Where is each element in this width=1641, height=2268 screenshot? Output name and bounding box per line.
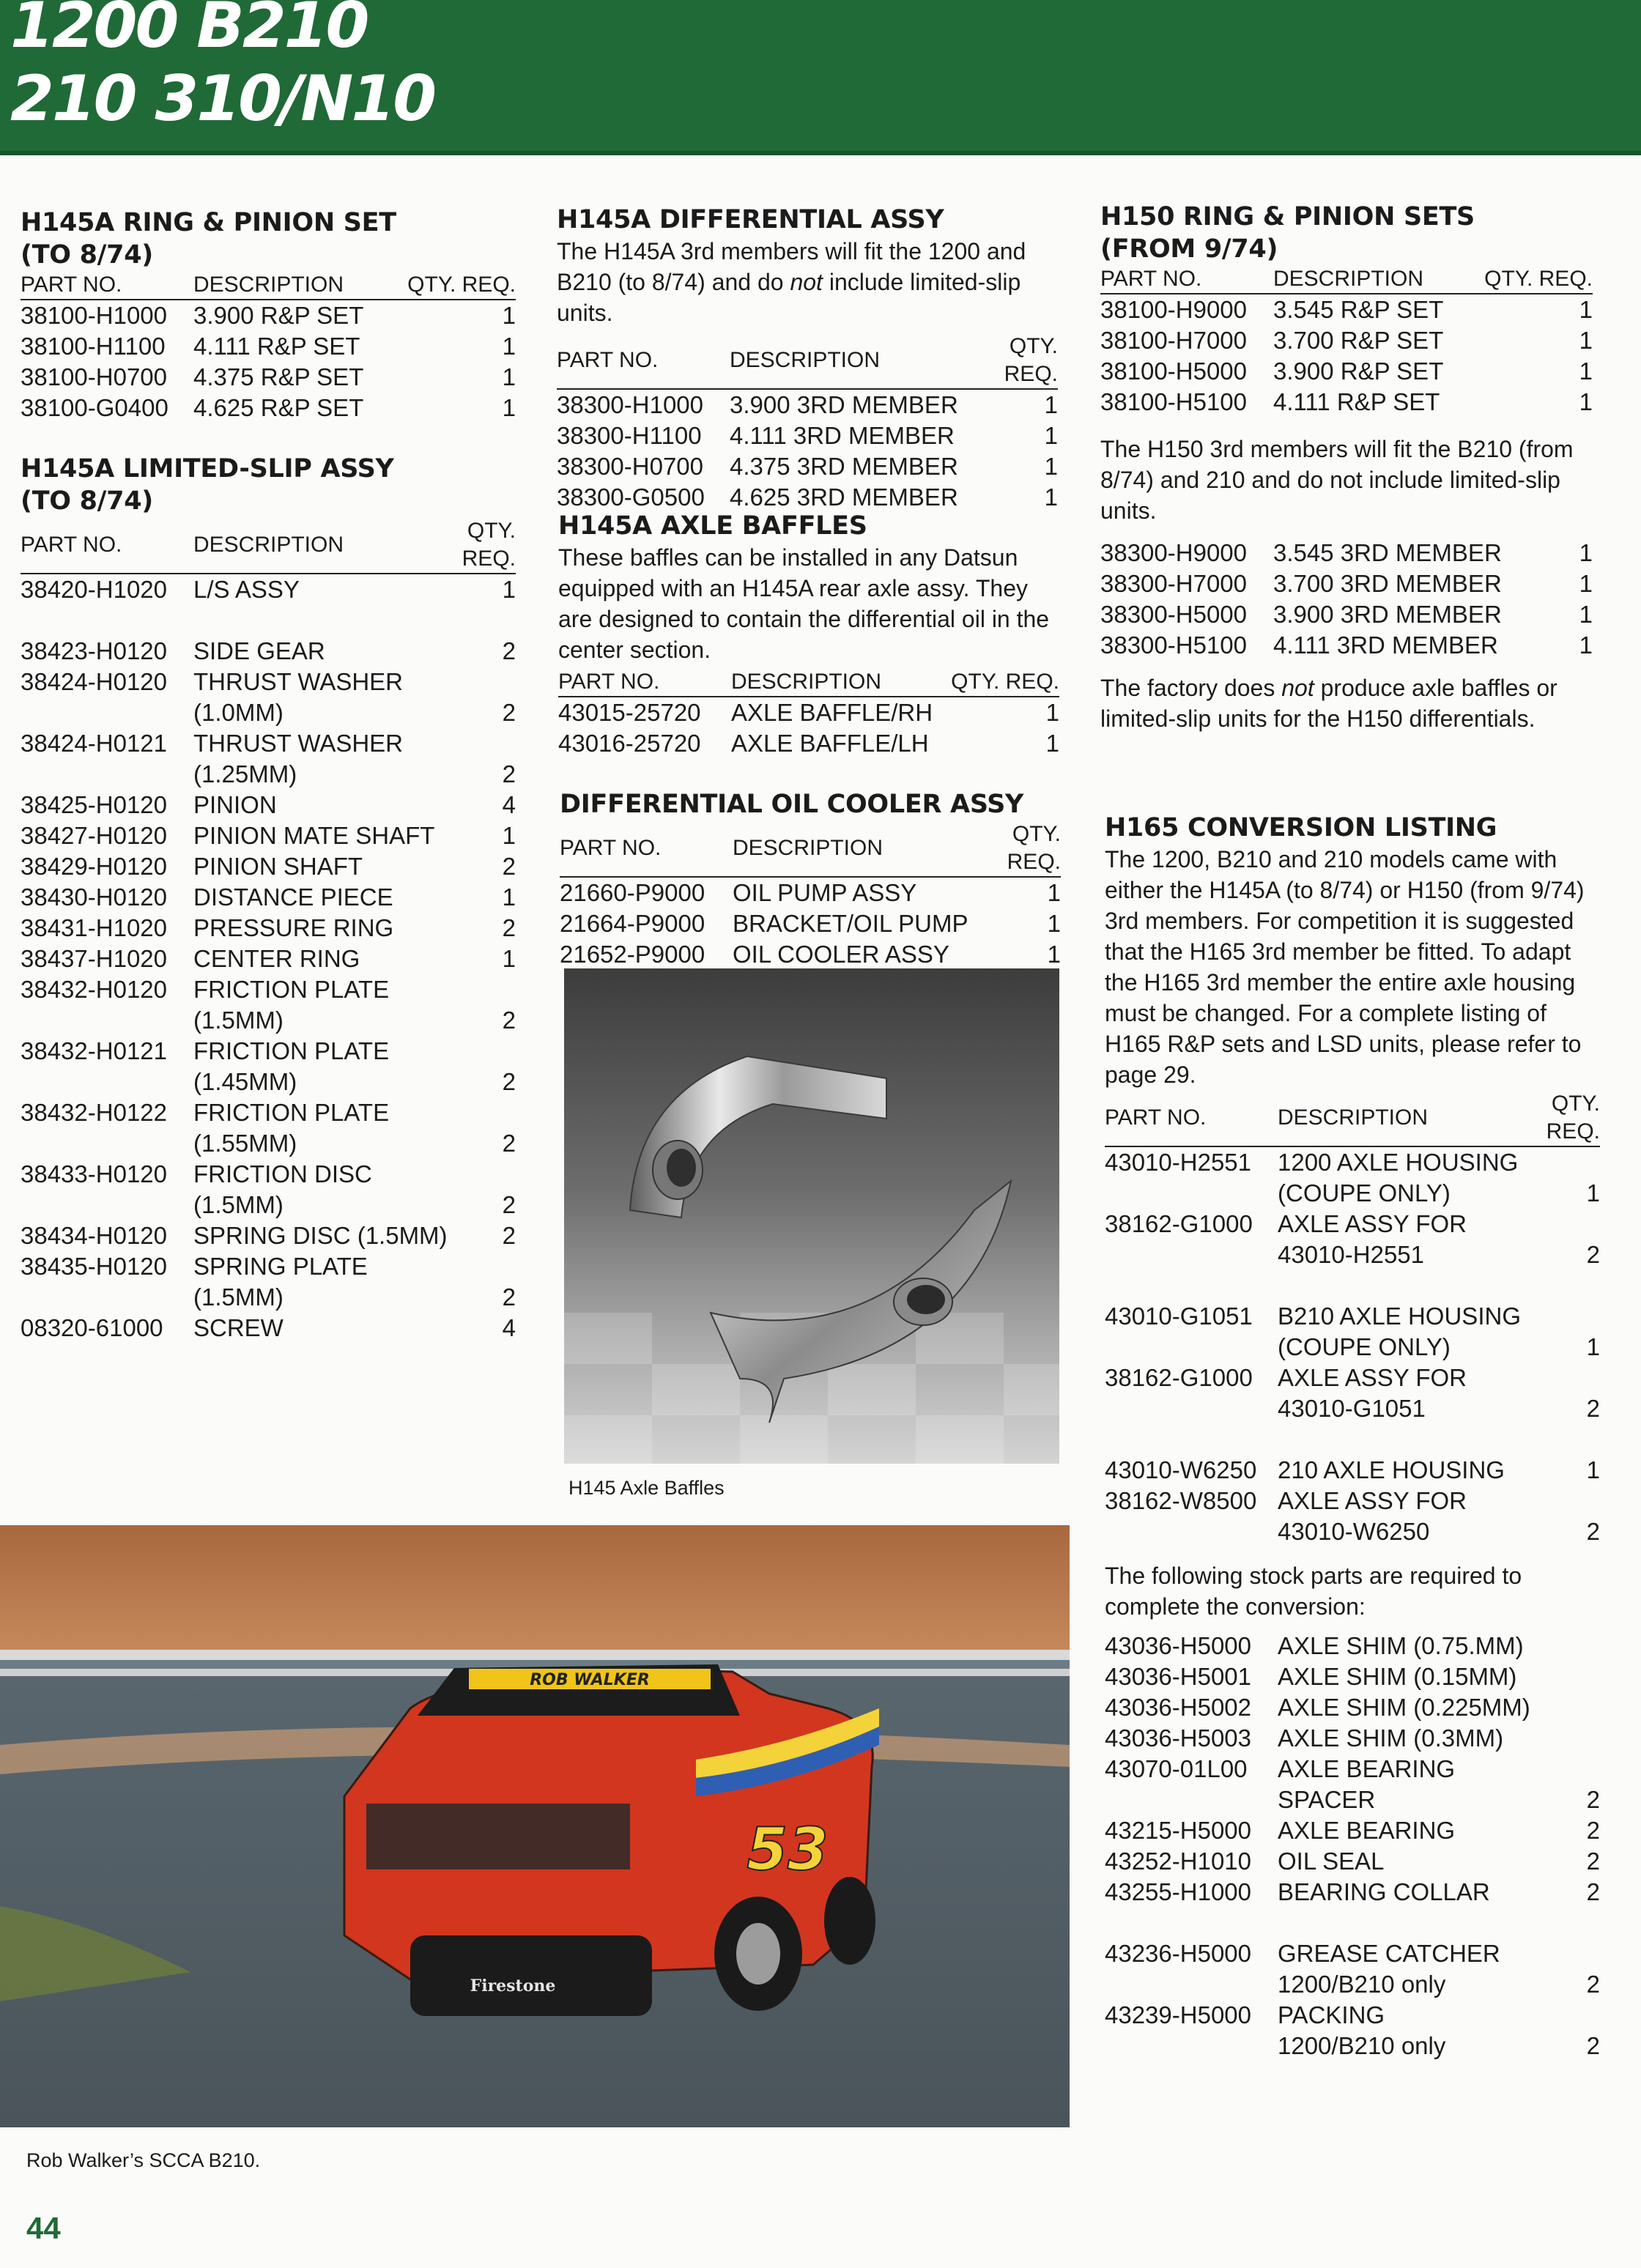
part-number: 21660-P9000 [560, 879, 705, 906]
table-row [1105, 1692, 1600, 1723]
part-description: BRACKET/OIL PUMP [733, 910, 968, 937]
section-note: The H150 3rd members will fit the B210 (from 8/74) and 210 and do not include limited-slip units. [1100, 436, 1574, 524]
quantity: 2 [1586, 1395, 1600, 1422]
quantity: 2 [502, 1283, 516, 1311]
parts-table-stock [1105, 1631, 1600, 2061]
quantity: 1 [1579, 327, 1593, 354]
quantity: 1 [1586, 1179, 1600, 1207]
quantity: 1 [502, 363, 516, 390]
table-row [21, 882, 516, 913]
table-row [1105, 1723, 1600, 1754]
part-number: 38430-H0120 [21, 883, 167, 911]
part-description: AXLE BAFFLE/LH [731, 730, 929, 757]
part-number: 38423-H0120 [21, 637, 167, 664]
part-description: SCREW [193, 1314, 284, 1341]
table-row [1100, 294, 1593, 325]
table-row [1105, 1631, 1600, 1661]
quantity: 2 [502, 1130, 516, 1157]
row-spacer [21, 605, 516, 636]
quantity: 2 [1586, 2032, 1600, 2059]
col-qty: QTY. REQ. [968, 820, 1061, 877]
part-description: AXLE ASSY FOR 43010-W6250 [1278, 1487, 1467, 1545]
col-description: DESCRIPTION [730, 333, 958, 389]
col-part-no: PART NO. [1105, 1090, 1278, 1146]
col-description: DESCRIPTION [1278, 1090, 1521, 1146]
quantity: 2 [502, 1068, 516, 1095]
col-description: DESCRIPTION [1273, 265, 1468, 294]
part-number: 43036-H5000 [1105, 1632, 1251, 1659]
table-row [1105, 1209, 1600, 1270]
table-row [21, 944, 516, 974]
table-row [1100, 356, 1593, 387]
section-h145a-ring-pinion [21, 207, 516, 423]
part-number: 43215-H5000 [1105, 1817, 1251, 1844]
table-row [557, 420, 1058, 451]
quantity: 1 [1044, 422, 1058, 449]
section-oil-cooler [560, 788, 1061, 970]
part-description: 4.111 R&P SET [1273, 388, 1440, 415]
part-description: PINION [193, 791, 277, 818]
section-subtitle: (TO 8/74) [21, 240, 153, 270]
parts-table [21, 517, 516, 1344]
table-row [21, 331, 516, 362]
col-qty: QTY. REQ. [958, 333, 1058, 389]
part-description: AXLE BAFFLE/RH [731, 699, 933, 726]
part-number: 43036-H5002 [1105, 1694, 1251, 1721]
part-description: AXLE SHIM (0.15MM) [1278, 1663, 1517, 1690]
part-description: OIL COOLER ASSY [733, 941, 949, 968]
part-description: 1200 AXLE HOUSING (COUPE ONLY) [1278, 1149, 1519, 1207]
table-row [21, 820, 516, 851]
part-description: OIL SEAL [1278, 1848, 1385, 1875]
section-subtitle: (FROM 9/74) [1100, 234, 1278, 264]
table-row [21, 574, 516, 605]
part-number: 38420-H1020 [21, 576, 167, 603]
table-row [1105, 1877, 1600, 1908]
table-row [560, 877, 1061, 908]
col-part-no: PART NO. [558, 668, 731, 697]
part-number: 43010-W6250 [1105, 1456, 1257, 1483]
part-number: 38300-G0500 [557, 483, 705, 511]
part-number: 43070-01L00 [1105, 1755, 1248, 1782]
quantity: 1 [1579, 601, 1593, 628]
table-row [21, 790, 516, 820]
part-description: 3.900 3RD MEMBER [730, 391, 958, 418]
table-row [21, 913, 516, 944]
quantity: 1 [502, 945, 516, 972]
part-description: DISTANCE PIECE [193, 883, 393, 911]
part-description: AXLE BEARING [1278, 1817, 1456, 1844]
table-row [1100, 538, 1593, 568]
table-row [1100, 599, 1593, 630]
quantity: 1 [502, 302, 516, 329]
part-description: L/S ASSY [193, 576, 300, 603]
part-number: 38300-H1000 [557, 391, 703, 418]
quantity: 1 [1044, 453, 1058, 480]
quantity: 1 [502, 576, 516, 603]
col-qty: QTY. REQ. [944, 668, 1059, 697]
part-number: 38429-H0120 [21, 853, 167, 880]
quantity: 2 [502, 760, 516, 788]
section-title: H150 RING & PINION SETS [1100, 202, 1475, 231]
quantity: 1 [1579, 631, 1593, 659]
part-number: 38300-H1100 [557, 422, 702, 449]
section-description: These baffles can be installed in any Datsun equipped with an H145A rear axle assy. They are designed to contain the differential oil in the center section. [558, 544, 1050, 663]
table-row [1105, 1301, 1600, 1363]
quantity: 1 [1047, 879, 1061, 906]
part-description: 3.900 R&P SET [1273, 357, 1444, 385]
quantity: 1 [1579, 570, 1593, 597]
part-description: BEARING COLLAR [1278, 1878, 1490, 1905]
axle-baffles-photo [564, 968, 1059, 1464]
part-number: 38100-H0700 [21, 363, 167, 390]
part-number: 38100-H5100 [1100, 388, 1247, 415]
table-row [1105, 1754, 1600, 1815]
part-number: 43010-G1051 [1105, 1302, 1253, 1330]
parts-table [557, 333, 1058, 513]
section-title: DIFFERENTIAL OIL COOLER ASSY [560, 790, 1024, 819]
part-description: 4.375 R&P SET [193, 363, 364, 390]
part-number: 38300-H0700 [557, 453, 703, 480]
quantity: 1 [1047, 941, 1061, 968]
car-number: 53 [747, 1815, 829, 1883]
part-number: 38100-H5000 [1100, 357, 1247, 385]
part-number: 38100-G0400 [21, 394, 168, 421]
table-row [1105, 1455, 1600, 1486]
part-number: 38162-G1000 [1105, 1210, 1253, 1237]
quantity: 1 [1579, 296, 1593, 323]
quantity: 1 [1586, 1456, 1600, 1483]
col-part-no: PART NO. [21, 271, 193, 300]
part-number: 43036-H5001 [1105, 1663, 1251, 1690]
quantity: 2 [1586, 1848, 1600, 1875]
part-number: 38427-H0120 [21, 822, 167, 849]
section-h145a-axle-baffles [558, 510, 1059, 759]
part-description: 4.625 R&P SET [193, 394, 364, 421]
section-h150-ring-pinion [1100, 201, 1593, 734]
table-row [1105, 1908, 1600, 1938]
race-car-photo [0, 1525, 1070, 2127]
quantity [1584, 1661, 1600, 1692]
section-h145a-differential [557, 204, 1058, 513]
table-row [1105, 2000, 1600, 2061]
tire-brand-text: Firestone [470, 1976, 556, 1995]
quantity: 1 [1045, 730, 1059, 757]
part-number: 38100-H1100 [21, 333, 166, 360]
part-number: 38300-H5000 [1100, 601, 1247, 628]
part-number: 38100-H9000 [1100, 296, 1247, 323]
table-row [21, 667, 516, 728]
page-number: 44 [26, 2211, 61, 2245]
row-spacer [1105, 1270, 1600, 1301]
quantity: 2 [502, 637, 516, 664]
car-banner-text: ROB WALKER [530, 1671, 650, 1689]
quantity: 2 [502, 1191, 516, 1218]
section-title: H165 CONVERSION LISTING [1105, 813, 1497, 842]
part-number: 38434-H0120 [21, 1222, 167, 1249]
part-number: 38431-H1020 [21, 914, 167, 941]
quantity: 2 [502, 1222, 516, 1249]
part-description: 4.111 3RD MEMBER [730, 422, 955, 449]
parts-table [558, 668, 1059, 759]
part-number: 38162-G1000 [1105, 1364, 1253, 1391]
table-row [21, 1036, 516, 1097]
parts-table [21, 271, 516, 423]
quantity: 1 [1044, 483, 1058, 511]
part-description: AXLE ASSY FOR 43010-H2551 [1278, 1210, 1467, 1268]
part-description: 3.900 R&P SET [193, 302, 364, 329]
col-qty: QTY. REQ. [1468, 265, 1593, 294]
table-row [1105, 1363, 1600, 1424]
section-h165-conversion [1105, 812, 1600, 2061]
col-qty: QTY. REQ. [390, 271, 516, 300]
header-title-line2: 210 310/N10 [10, 62, 435, 136]
table-row [1105, 1270, 1600, 1301]
quantity: 1 [502, 394, 516, 421]
section-title: H145A LIMITED-SLIP ASSY [21, 454, 394, 483]
section-description: The H145A 3rd members will fit the 1200 and B210 (to 8/74) and do not include limited-slip units. [557, 238, 1026, 326]
row-spacer [1105, 1908, 1600, 1938]
part-description: AXLE ASSY FOR 43010-G1051 [1278, 1364, 1467, 1422]
quantity: 1 [1586, 1333, 1600, 1360]
part-number: 38424-H0121 [21, 730, 167, 757]
quantity: 1 [1579, 539, 1593, 566]
quantity: 1 [1045, 699, 1059, 726]
table-row [1105, 1486, 1600, 1547]
quantity: 1 [502, 883, 516, 911]
baffles-photo-caption: H145 Axle Baffles [568, 1477, 725, 1499]
table-row [21, 1251, 516, 1313]
part-description: 3.545 3RD MEMBER [1273, 539, 1502, 566]
part-description: PACKING 1200/B210 only [1278, 2001, 1446, 2059]
parts-table-3rd-members [1100, 538, 1593, 661]
quantity: 2 [1586, 1817, 1600, 1844]
col-qty: QTY. REQ. [1521, 1090, 1600, 1146]
part-description: PINION MATE SHAFT [193, 822, 435, 849]
table-row [1105, 1424, 1600, 1455]
table-row [1105, 1146, 1600, 1209]
part-number: 21664-P9000 [560, 910, 705, 937]
part-number: 08320-61000 [21, 1314, 163, 1341]
part-number: 38300-H5100 [1100, 631, 1247, 659]
table-row [1100, 568, 1593, 599]
parts-table [1100, 265, 1593, 418]
quantity: 2 [502, 1007, 516, 1034]
table-row [21, 1159, 516, 1220]
section-subtitle: (TO 8/74) [21, 486, 153, 516]
quantity: 1 [1579, 388, 1593, 415]
section-title: H145A DIFFERENTIAL ASSY [557, 205, 944, 234]
table-row [21, 300, 516, 331]
col-part-no: PART NO. [21, 517, 193, 574]
axle-baffles-illustration [564, 968, 1059, 1464]
table-row [558, 697, 1059, 728]
quantity: 1 [1047, 910, 1061, 937]
section-description: The 1200, B210 and 210 models came with either the H145A (to 8/74) or H150 (from 9/74) 3rd members. For competition it is suggested that the H165 3rd member be fitted. To adapt the H165 3rd member the entire axle housing must be changed. For a complete listing of H165 R&P sets and LSD units, please refer to page 29. [1105, 846, 1585, 1088]
quantity: 2 [1586, 1241, 1600, 1268]
part-description: SIDE GEAR [193, 637, 325, 664]
part-number: 38425-H0120 [21, 791, 167, 818]
section-h145a-limited-slip [21, 453, 516, 1344]
section-title: H145A AXLE BAFFLES [558, 511, 867, 541]
part-number: 43252-H1010 [1105, 1848, 1251, 1875]
table-row [1105, 1938, 1600, 2000]
part-description: PRESSURE RING [193, 914, 394, 941]
quantity: 2 [1586, 1786, 1600, 1813]
table-row [21, 605, 516, 636]
part-number: 38300-H7000 [1100, 570, 1247, 597]
part-description: 210 AXLE HOUSING [1278, 1456, 1505, 1483]
quantity: 4 [502, 1314, 516, 1341]
part-description: 4.111 R&P SET [193, 333, 360, 360]
table-row [21, 393, 516, 423]
part-description: 3.545 R&P SET [1273, 296, 1444, 323]
parts-table [1105, 1090, 1600, 1547]
quantity: 1 [1579, 357, 1593, 385]
part-number: 38100-H1000 [21, 302, 167, 329]
part-description: THRUST WASHER (1.25MM) [193, 730, 404, 788]
part-description: AXLE SHIM (0.225MM) [1278, 1694, 1530, 1721]
col-part-no: PART NO. [1100, 265, 1273, 294]
table-row [557, 482, 1058, 513]
quantity: 2 [502, 699, 516, 726]
part-description: 4.625 3RD MEMBER [730, 483, 958, 511]
col-description: DESCRIPTION [193, 517, 448, 574]
quantity: 1 [502, 333, 516, 360]
parts-table [560, 820, 1061, 970]
table-row [1100, 630, 1593, 661]
part-description: AXLE BEARING SPACER [1278, 1755, 1456, 1813]
table-row [21, 851, 516, 882]
part-description: THRUST WASHER (1.0MM) [193, 668, 404, 726]
part-number: 38300-H9000 [1100, 539, 1247, 566]
col-description: DESCRIPTION [733, 820, 968, 877]
table-row [557, 389, 1058, 420]
part-number: 43016-25720 [558, 730, 701, 757]
col-qty: QTY. REQ. [448, 517, 516, 574]
part-description: AXLE SHIM (0.3MM) [1278, 1724, 1504, 1752]
header-rule [0, 151, 1641, 155]
part-number: 43015-25720 [558, 699, 701, 726]
quantity [1584, 1631, 1600, 1661]
part-description: 4.375 3RD MEMBER [730, 453, 958, 480]
quantity: 1 [1044, 391, 1058, 418]
table-row [557, 451, 1058, 482]
table-row [21, 636, 516, 667]
part-description: PINION SHAFT [193, 853, 363, 880]
part-number: 38100-H7000 [1100, 327, 1247, 354]
table-row [1100, 325, 1593, 356]
part-description: SPRING DISC (1.5MM) [193, 1222, 448, 1249]
table-row [1100, 387, 1593, 418]
section-note-factory: The factory does not produce axle baffles or limited-slip units for the H150 differentials. [1100, 675, 1557, 732]
part-description: B210 AXLE HOUSING (COUPE ONLY) [1278, 1302, 1521, 1360]
quantity: 4 [502, 791, 516, 818]
table-row [21, 1313, 516, 1344]
quantity: 2 [502, 853, 516, 880]
table-row [558, 728, 1059, 759]
quantity: 2 [502, 914, 516, 941]
part-number: 38432-H0122 [21, 1099, 167, 1126]
part-number: 38432-H0121 [21, 1037, 167, 1064]
part-description: AXLE SHIM (0.75.MM) [1278, 1632, 1524, 1659]
part-number: 43239-H5000 [1105, 2001, 1251, 2028]
quantity: 2 [1586, 1518, 1600, 1545]
table-row [21, 362, 516, 393]
table-row [560, 939, 1061, 970]
col-description: DESCRIPTION [731, 668, 944, 697]
part-number: 38424-H0120 [21, 668, 167, 695]
col-part-no: PART NO. [557, 333, 730, 389]
car-photo-caption: Rob Walker’s SCCA B210. [26, 2149, 261, 2171]
table-row [21, 728, 516, 790]
table-row [1105, 1846, 1600, 1877]
part-number: 43236-H5000 [1105, 1940, 1251, 1967]
part-number: 38435-H0120 [21, 1253, 167, 1280]
row-spacer [1105, 1424, 1600, 1455]
part-description: FRICTION PLATE (1.45MM) [193, 1037, 390, 1095]
quantity: 1 [502, 822, 516, 849]
col-part-no: PART NO. [560, 820, 733, 877]
part-description: GREASE CATCHER 1200/B210 only [1278, 1940, 1500, 1998]
header-banner [0, 0, 1641, 155]
section-title: H145A RING & PINION SET [21, 208, 396, 237]
part-number: 43255-H1000 [1105, 1878, 1251, 1905]
part-description: OIL PUMP ASSY [733, 879, 917, 906]
quantity [1584, 1723, 1600, 1754]
table-row [21, 1097, 516, 1159]
part-number: 38162-W8500 [1105, 1487, 1257, 1514]
part-description: FRICTION PLATE (1.5MM) [193, 976, 390, 1034]
part-description: 3.900 3RD MEMBER [1273, 601, 1502, 628]
part-description: CENTER RING [193, 945, 360, 972]
part-number: 43036-H5003 [1105, 1724, 1251, 1752]
part-number: 21652-P9000 [560, 941, 705, 968]
part-description: 3.700 R&P SET [1273, 327, 1444, 354]
table-row [1105, 1661, 1600, 1692]
table-row [1105, 1815, 1600, 1846]
header-title-line1: 1200 B210 [10, 0, 368, 62]
table-row [560, 908, 1061, 939]
part-description: 4.111 3RD MEMBER [1273, 631, 1498, 659]
table-row [21, 1220, 516, 1251]
part-description: 3.700 3RD MEMBER [1273, 570, 1502, 597]
section-note: The following stock parts are required to complete the conversion: [1105, 1563, 1522, 1620]
quantity: 2 [1586, 1878, 1600, 1905]
part-number: 38433-H0120 [21, 1160, 167, 1187]
part-number: 38437-H1020 [21, 945, 167, 972]
race-car-illustration [0, 1525, 1070, 2127]
part-description: FRICTION PLATE (1.55MM) [193, 1099, 390, 1157]
part-number: 38432-H0120 [21, 976, 167, 1003]
part-number: 43010-H2551 [1105, 1149, 1251, 1176]
quantity: 2 [1586, 1971, 1600, 1998]
table-row [21, 974, 516, 1036]
part-description: SPRING PLATE (1.5MM) [193, 1253, 368, 1311]
quantity [1584, 1692, 1600, 1723]
part-description: FRICTION DISC (1.5MM) [193, 1160, 372, 1218]
col-description: DESCRIPTION [193, 271, 390, 300]
